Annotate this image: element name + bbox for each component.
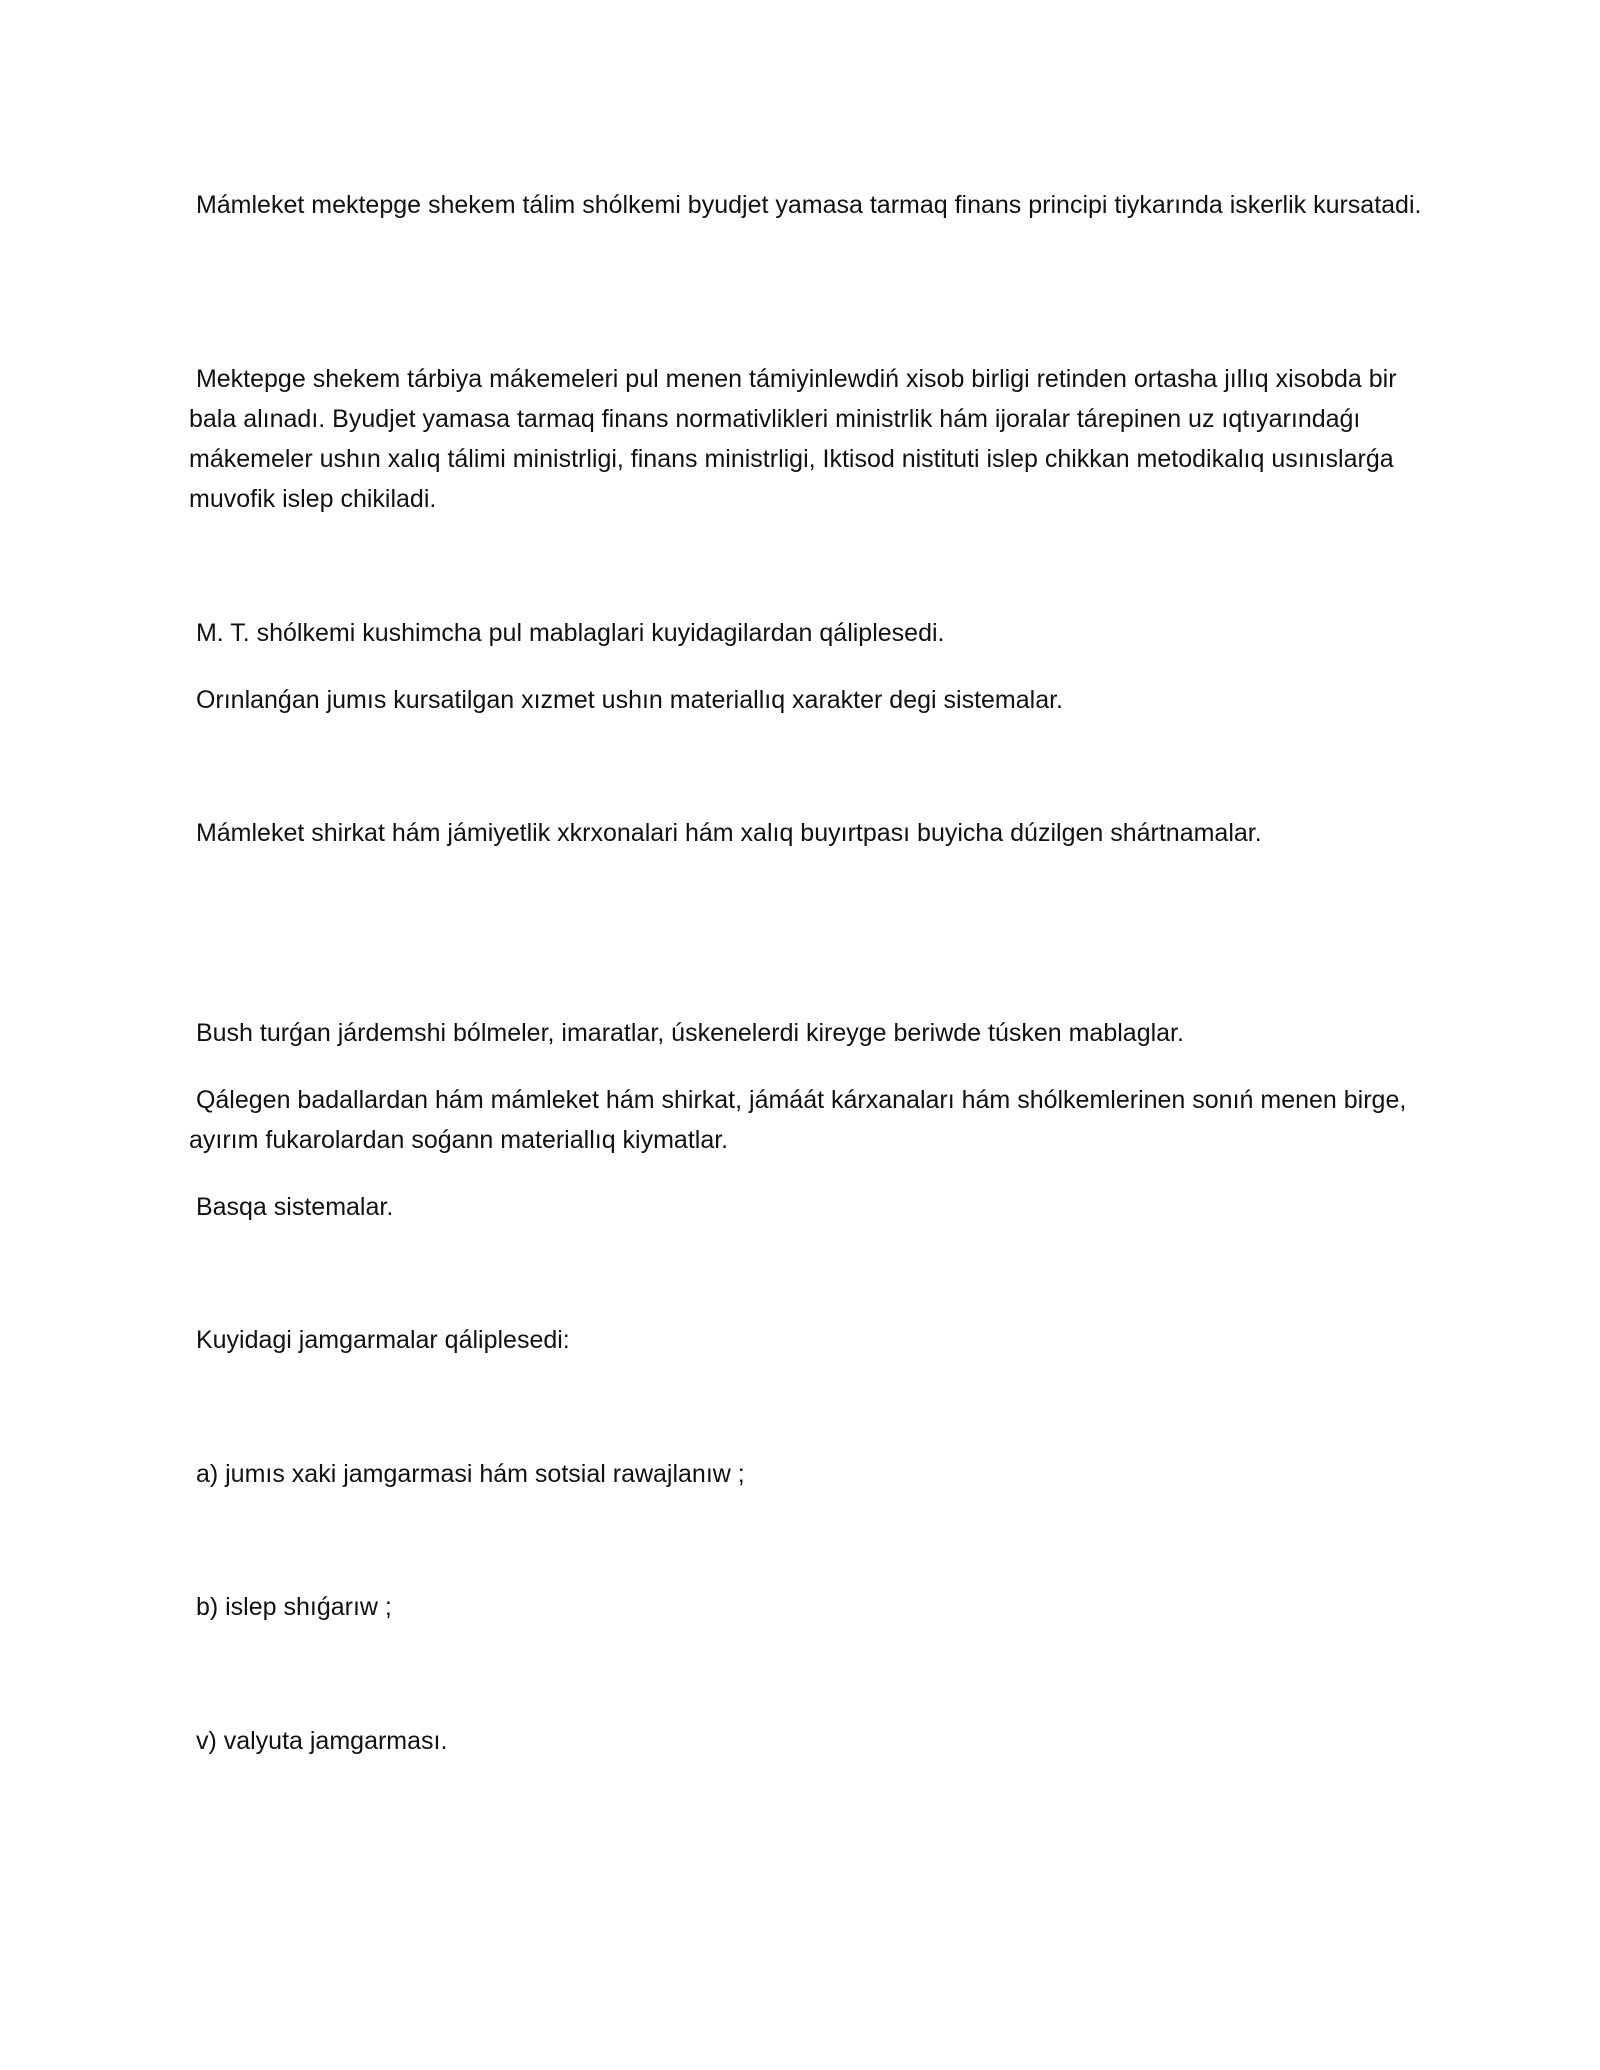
paragraph-8: Basqa sistemalar. xyxy=(189,1193,394,1221)
list-item-a: a) jumıs xaki jamgarmasi hám sotsial rawajlanıw ; xyxy=(189,1460,745,1488)
paragraph-2: Mektepge shekem tárbiya mákemeleri pul menen támiyinlewdiń xisob birligi retinden ortasha jıllıq xisobda bir bala alınadı. Byudjet yamasa tarmaq finans normativlikleri ministrlik hám ijoralar tárepinen uz ıqtıyarındaǵı mákemeler ushın xalıq tálimi ministrligi, finans ministrligi, Iktisod nistituti islep chikkan metodikalıq usınıslarǵa muvofik islep chikiladi. xyxy=(189,365,1404,513)
paragraph-6: Bush turǵan járdemshi bólmeler, imaratlar, úskenelerdi kireyge beriwde túsken mablaglar. xyxy=(189,1019,1184,1047)
paragraph-5: Mámleket shirkat hám jámiyetlik xkrxonalari hám xalıq buyırtpası buyicha dúzilgen shártnamalar. xyxy=(189,819,1262,847)
list-item-b: b) islep shıǵarıw ; xyxy=(189,1593,392,1621)
paragraph-9: Kuyidagi jamgarmalar qáliplesedi: xyxy=(189,1326,570,1354)
paragraph-3: M. T. shólkemi kushimcha pul mablaglari kuyidagilardan qáliplesedi. xyxy=(189,619,945,647)
list-item-v: v) valyuta jamgarması. xyxy=(189,1727,448,1755)
paragraph-4: Orınlanǵan jumıs kursatilgan xızmet ushın materiallıq xarakter degi sistemalar. xyxy=(189,686,1063,714)
paragraph-1: Mámleket mektepge shekem tálim shólkemi byudjet yamasa tarmaq finans principi tiykarında iskerlik kursatadi. xyxy=(189,191,1422,219)
paragraph-7: Qálegen badallardan hám mámleket hám shirkat, jámáát kárxanaları hám shólkemlerinen sonıń menen birge, ayırım fukarolardan soǵann materiallıq kiymatlar. xyxy=(189,1086,1414,1154)
